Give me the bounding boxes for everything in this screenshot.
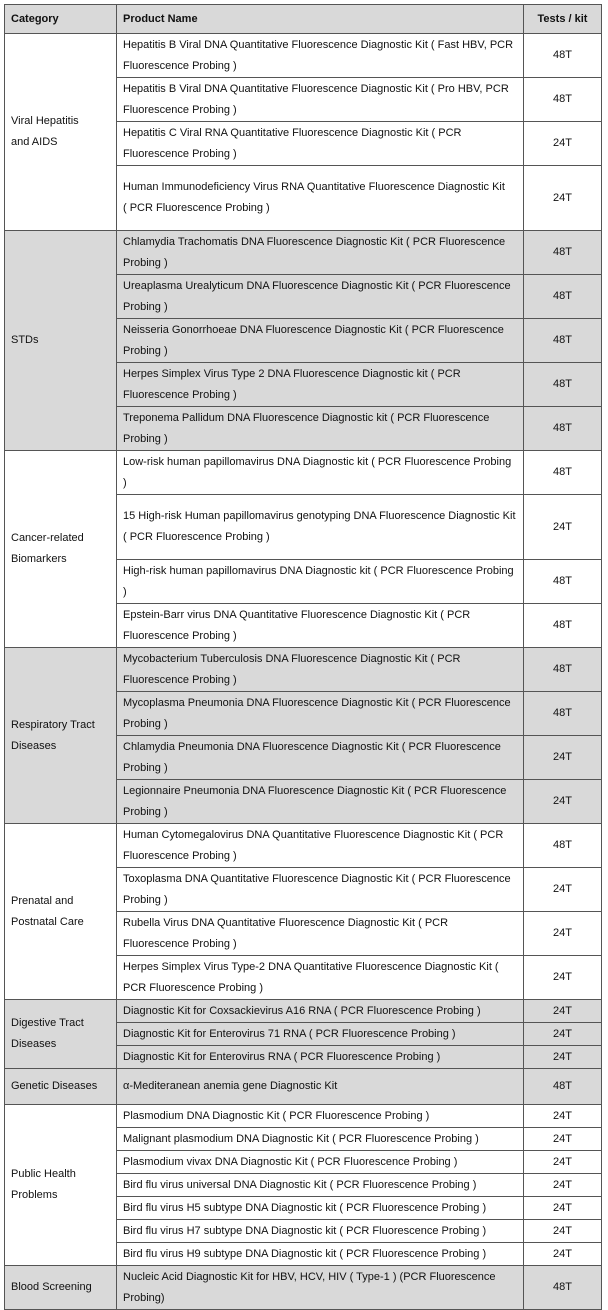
- table-row: [5, 34, 602, 78]
- table-row: [5, 648, 602, 692]
- tests-per-kit-cell: 48T: [524, 1266, 602, 1310]
- header-row: [5, 5, 602, 34]
- category-cell: Public Health Problems: [5, 1105, 117, 1266]
- tests-per-kit-cell: 48T: [524, 451, 602, 495]
- product-name-cell: Chlamydia Pneumonia DNA Fluorescence Diagnostic Kit ( PCR Fluorescence Probing ): [117, 736, 524, 780]
- product-name-cell: Malignant plasmodium DNA Diagnostic Kit ( PCR Fluorescence Probing ): [117, 1128, 524, 1151]
- tests-per-kit-cell: 24T: [524, 912, 602, 956]
- product-name-cell: Human Cytomegalovirus DNA Quantitative Fluorescence Diagnostic Kit ( PCR Fluorescence Probing ): [117, 824, 524, 868]
- product-name-cell: Chlamydia Trachomatis DNA Fluorescence Diagnostic Kit ( PCR Fluorescence Probing ): [117, 231, 524, 275]
- tests-per-kit-cell: 48T: [524, 648, 602, 692]
- product-name-cell: Hepatitis C Viral RNA Quantitative Fluorescence Diagnostic Kit ( PCR Fluorescence Probing ): [117, 122, 524, 166]
- tests-per-kit-cell: 48T: [524, 604, 602, 648]
- table-body: [5, 34, 602, 1310]
- table-row: [5, 824, 602, 868]
- tests-per-kit-cell: 24T: [524, 1151, 602, 1174]
- tests-per-kit-cell: 24T: [524, 166, 602, 231]
- tests-per-kit-cell: 24T: [524, 1220, 602, 1243]
- product-name-cell: Neisseria Gonorrhoeae DNA Fluorescence Diagnostic Kit ( PCR Fluorescence Probing ): [117, 319, 524, 363]
- tests-per-kit-cell: 24T: [524, 1197, 602, 1220]
- header-product-name: Product Name: [117, 5, 524, 34]
- table-row: [5, 1069, 602, 1105]
- tests-per-kit-cell: 48T: [524, 363, 602, 407]
- product-name-cell: Legionnaire Pneumonia DNA Fluorescence Diagnostic Kit ( PCR Fluorescence Probing ): [117, 780, 524, 824]
- category-cell: Prenatal and Postnatal Care: [5, 824, 117, 1000]
- tests-per-kit-cell: 48T: [524, 78, 602, 122]
- product-name-cell: Rubella Virus DNA Quantitative Fluorescence Diagnostic Kit ( PCR Fluorescence Probing ): [117, 912, 524, 956]
- product-name-cell: Hepatitis B Viral DNA Quantitative Fluorescence Diagnostic Kit ( Pro HBV, PCR Fluorescence Probing ): [117, 78, 524, 122]
- product-name-cell: Bird flu virus H9 subtype DNA Diagnostic kit ( PCR Fluorescence Probing ): [117, 1243, 524, 1266]
- product-name-cell: Diagnostic Kit for Enterovirus 71 RNA ( PCR Fluorescence Probing ): [117, 1023, 524, 1046]
- product-name-cell: Bird flu virus H5 subtype DNA Diagnostic kit ( PCR Fluorescence Probing ): [117, 1197, 524, 1220]
- product-name-cell: Low-risk human papillomavirus DNA Diagnostic kit ( PCR Fluorescence Probing ): [117, 451, 524, 495]
- product-name-cell: Diagnostic Kit for Coxsackievirus A16 RNA ( PCR Fluorescence Probing ): [117, 1000, 524, 1023]
- category-cell: Digestive Tract Diseases: [5, 1000, 117, 1069]
- header-category: Category: [5, 5, 117, 34]
- product-name-cell: Toxoplasma DNA Quantitative Fluorescence Diagnostic Kit ( PCR Fluorescence Probing ): [117, 868, 524, 912]
- category-cell: Viral Hepatitis and AIDS: [5, 34, 117, 231]
- product-name-cell: Mycoplasma Pneumonia DNA Fluorescence Diagnostic Kit ( PCR Fluorescence Probing ): [117, 692, 524, 736]
- product-name-cell: Bird flu virus H7 subtype DNA Diagnostic kit ( PCR Fluorescence Probing ): [117, 1220, 524, 1243]
- product-name-cell: Hepatitis B Viral DNA Quantitative Fluorescence Diagnostic Kit ( Fast HBV, PCR Fluorescence Probing ): [117, 34, 524, 78]
- product-name-cell: Herpes Simplex Virus Type-2 DNA Quantitative Fluorescence Diagnostic Kit ( PCR Fluorescence Probing ): [117, 956, 524, 1000]
- tests-per-kit-cell: 48T: [524, 560, 602, 604]
- tests-per-kit-cell: 24T: [524, 956, 602, 1000]
- product-table: [4, 4, 602, 1310]
- table-row: [5, 1000, 602, 1023]
- product-name-cell: Plasmodium DNA Diagnostic Kit ( PCR Fluorescence Probing ): [117, 1105, 524, 1128]
- tests-per-kit-cell: 48T: [524, 319, 602, 363]
- tests-per-kit-cell: 24T: [524, 1000, 602, 1023]
- tests-per-kit-cell: 24T: [524, 736, 602, 780]
- category-cell: Respiratory Tract Diseases: [5, 648, 117, 824]
- table-row: [5, 1266, 602, 1310]
- product-name-cell: 15 High-risk Human papillomavirus genotyping DNA Fluorescence Diagnostic Kit ( PCR Fluorescence Probing ): [117, 495, 524, 560]
- product-name-cell: Herpes Simplex Virus Type 2 DNA Fluorescence Diagnostic kit ( PCR Fluorescence Probing ): [117, 363, 524, 407]
- tests-per-kit-cell: 48T: [524, 1069, 602, 1105]
- tests-per-kit-cell: 24T: [524, 868, 602, 912]
- tests-per-kit-cell: 24T: [524, 1046, 602, 1069]
- tests-per-kit-cell: 24T: [524, 1023, 602, 1046]
- category-cell: Genetic Diseases: [5, 1069, 117, 1105]
- tests-per-kit-cell: 48T: [524, 824, 602, 868]
- tests-per-kit-cell: 24T: [524, 1243, 602, 1266]
- product-name-cell: Plasmodium vivax DNA Diagnostic Kit ( PCR Fluorescence Probing ): [117, 1151, 524, 1174]
- tests-per-kit-cell: 48T: [524, 407, 602, 451]
- table-row: [5, 1105, 602, 1128]
- product-name-cell: Mycobacterium Tuberculosis DNA Fluorescence Diagnostic Kit ( PCR Fluorescence Probing ): [117, 648, 524, 692]
- product-name-cell: Diagnostic Kit for Enterovirus RNA ( PCR Fluorescence Probing ): [117, 1046, 524, 1069]
- product-name-cell: Human Immunodeficiency Virus RNA Quantitative Fluorescence Diagnostic Kit ( PCR Fluorescence Probing ): [117, 166, 524, 231]
- tests-per-kit-cell: 48T: [524, 692, 602, 736]
- tests-per-kit-cell: 24T: [524, 1174, 602, 1197]
- tests-per-kit-cell: 24T: [524, 1128, 602, 1151]
- product-name-cell: Epstein-Barr virus DNA Quantitative Fluorescence Diagnostic Kit ( PCR Fluorescence Probing ): [117, 604, 524, 648]
- product-name-cell: α-Mediteranean anemia gene Diagnostic Kit: [117, 1069, 524, 1105]
- category-cell: STDs: [5, 231, 117, 451]
- product-name-cell: Ureaplasma Urealyticum DNA Fluorescence Diagnostic Kit ( PCR Fluorescence Probing ): [117, 275, 524, 319]
- product-name-cell: Bird flu virus universal DNA Diagnostic Kit ( PCR Fluorescence Probing ): [117, 1174, 524, 1197]
- table-row: [5, 231, 602, 275]
- header-tests-per-kit: Tests / kit: [524, 5, 602, 34]
- product-name-cell: Nucleic Acid Diagnostic Kit for HBV, HCV, HIV ( Type-1 ) (PCR Fluorescence Probing): [117, 1266, 524, 1310]
- tests-per-kit-cell: 24T: [524, 1105, 602, 1128]
- tests-per-kit-cell: 48T: [524, 275, 602, 319]
- tests-per-kit-cell: 24T: [524, 495, 602, 560]
- product-name-cell: High-risk human papillomavirus DNA Diagnostic kit ( PCR Fluorescence Probing ): [117, 560, 524, 604]
- tests-per-kit-cell: 48T: [524, 231, 602, 275]
- product-name-cell: Treponema Pallidum DNA Fluorescence Diagnostic kit ( PCR Fluorescence Probing ): [117, 407, 524, 451]
- table-row: [5, 451, 602, 495]
- tests-per-kit-cell: 24T: [524, 780, 602, 824]
- tests-per-kit-cell: 24T: [524, 122, 602, 166]
- category-cell: Cancer-related Biomarkers: [5, 451, 117, 648]
- category-cell: Blood Screening: [5, 1266, 117, 1310]
- tests-per-kit-cell: 48T: [524, 34, 602, 78]
